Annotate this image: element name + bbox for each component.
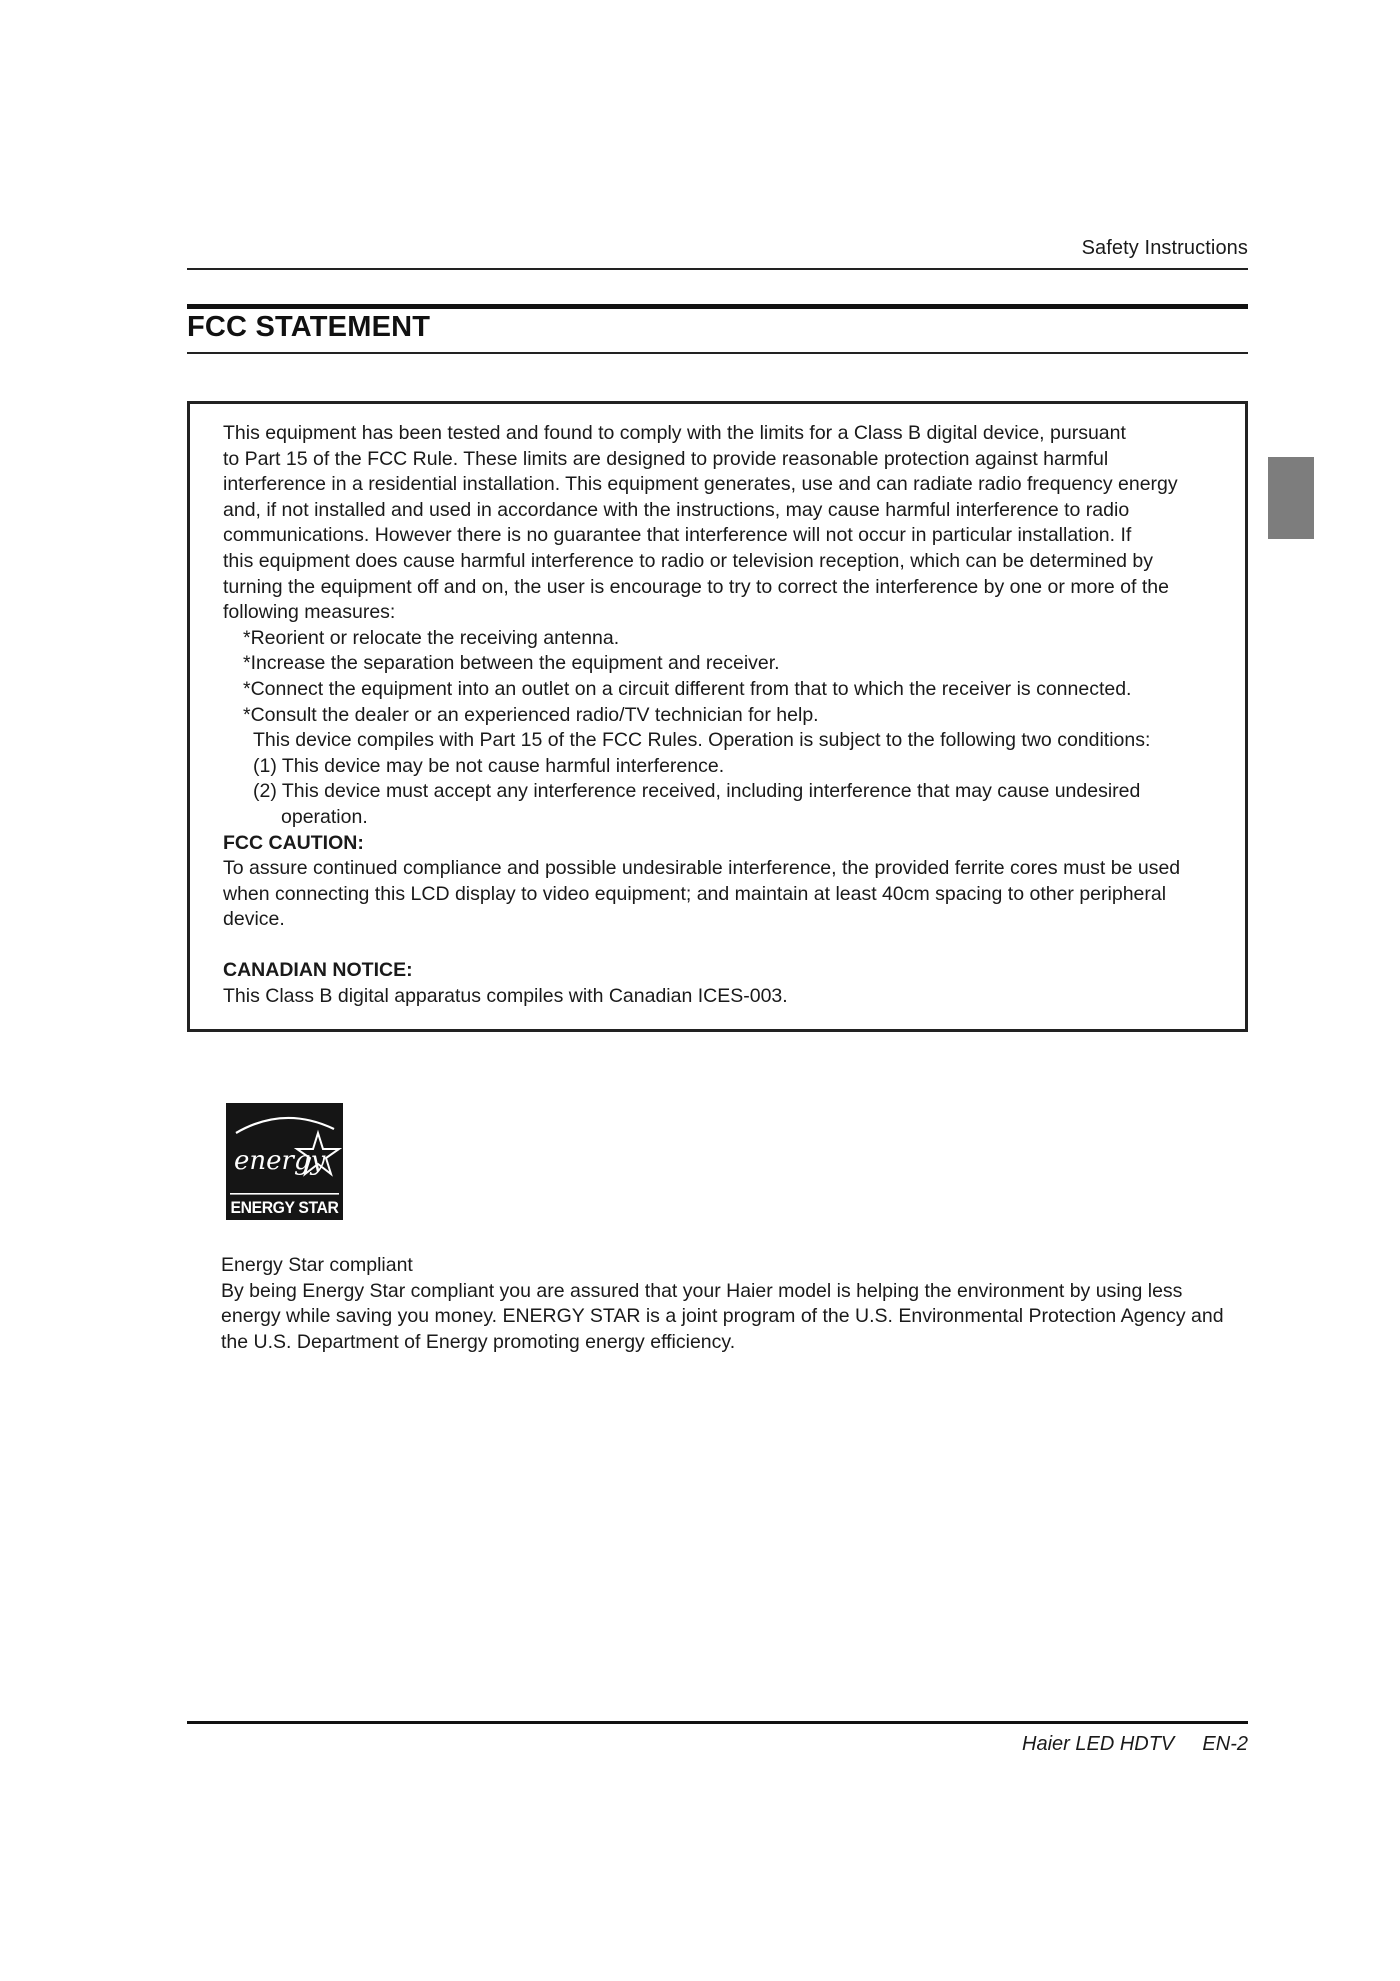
caution-line: device. [223,908,285,931]
energy-star-line: By being Energy Star compliant you are assured that your Haier model is helping the environment by using less [221,1279,1183,1302]
energy-star-line: energy while saving you money. ENERGY STAR is a joint program of the U.S. Environmental Protection Agency and [221,1305,1224,1328]
fcc-intro-line: This equipment has been tested and found to comply with the limits for a Class B digital device, pursuant [223,422,1126,444]
conditions-intro: This device compiles with Part 15 of the FCC Rules. Operation is subject to the following two conditions: [253,729,1151,752]
fcc-intro-line: communications. However there is no guarantee that interference will not occur in particular installation. If [223,524,1132,547]
measure-item: *Increase the separation between the equipment and receiver. [243,652,780,675]
fcc-statement-box [187,401,1248,1032]
title-top-bar [187,304,1248,309]
fcc-intro-line: following measures: [223,601,396,624]
measure-item: *Consult the dealer or an experienced radio/TV technician for help. [243,703,819,726]
caution-line: To assure continued compliance and possible undesirable interference, the provided ferrite cores must be used [223,857,1181,880]
title-bottom-rule [187,352,1248,354]
energy-star-label: ENERGY STAR [230,1199,339,1217]
fcc-intro-line: to Part 15 of the FCC Rule. These limits are designed to provide reasonable protection against harmful [223,447,1109,470]
fcc-intro-line: and, if not installed and used in accordance with the instructions, may cause harmful interference to radio [223,498,1130,521]
page-title: FCC STATEMENT [187,311,431,343]
fcc-intro-line: interference in a residential installation. This equipment generates, use and can radiate radio frequency energy [223,473,1178,496]
fcc-statement-content [223,421,1228,1010]
measure-item: *Connect the equipment into an outlet on a circuit different from that to which the receiver is connected. [243,677,1132,700]
fcc-intro-line: turning the equipment off and on, the user is encourage to try to correct the interference by one or more of the [223,575,1169,598]
energy-star-heading: Energy Star compliant [221,1254,413,1276]
energy-star-icon [226,1103,343,1220]
fcc-intro-line: this equipment does cause harmful interference to radio or television reception, which can be determined by [223,549,1154,572]
footer-page-number: EN-2 [1202,1733,1248,1755]
condition-item: (2) This device must accept any interference received, including interference that may cause undesired operation. [253,780,1141,828]
canadian-notice-heading: CANADIAN NOTICE: [223,959,413,982]
condition-item: (1) This device may be not cause harmful interference. [253,754,725,777]
spacer [223,933,1228,959]
caution-line: when connecting this LCD display to video equipment; and maintain at least 40cm spacing to other peripheral [223,882,1167,905]
canadian-notice-text: This Class B digital apparatus compiles with Canadian ICES-003. [223,985,788,1008]
footer-divider [187,1721,1248,1724]
section-tab-marker [1268,457,1314,539]
header-divider [187,268,1248,270]
measure-item: *Reorient or relocate the receiving antenna. [243,626,620,649]
energy-star-line: the U.S. Department of Energy promoting energy efficiency. [221,1330,736,1353]
section-label: Safety Instructions [1081,237,1248,259]
energy-star-logo [226,1103,343,1220]
energy-star-description [221,1253,1251,1355]
fcc-caution-heading: FCC CAUTION: [223,831,364,854]
footer-model-name: Haier LED HDTV [1022,1733,1175,1755]
energy-script-text: energy [234,1146,326,1176]
